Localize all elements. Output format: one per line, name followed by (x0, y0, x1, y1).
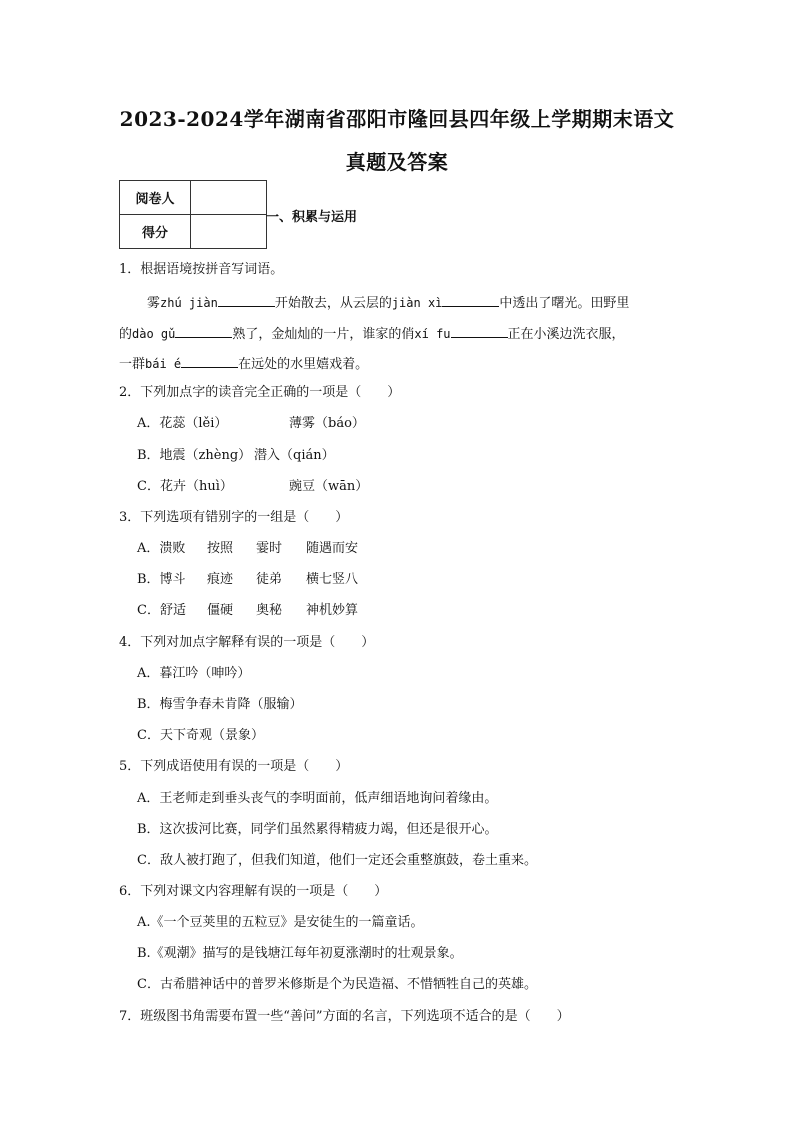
question-4-option-b: B．梅雪争春未肯降（服输） (137, 697, 303, 712)
score-label: 得分 (120, 215, 191, 249)
question-1-line3: 一群bái é 在远处的水里嬉戏着。 (119, 354, 368, 373)
score-table (119, 180, 267, 249)
question-1-line1: 雾zhú jiàn 开始散去，从云层的jiàn xì 中透出了曙光。田野里 (147, 293, 629, 312)
answer-blank[interactable] (451, 324, 508, 338)
question-3-option-a: A．溃败 按照 霎时 随遇而安 (137, 541, 359, 556)
pinyin: zhú jiàn (160, 296, 218, 310)
answer-blank[interactable] (442, 293, 499, 307)
question-2-option-c: C．花卉（huì） 豌豆（wān） (137, 479, 369, 494)
question-3-option-b: B．博斗 痕迹 徒弟 横七竖八 (137, 572, 359, 587)
question-6-option-b: B.《观潮》描写的是钱塘江每年初夏涨潮时的壮观景象。 (137, 946, 463, 961)
answer-blank[interactable] (175, 324, 232, 338)
answer-blank[interactable] (218, 293, 275, 307)
pinyin: dào gǔ (132, 327, 176, 341)
document-title-line1: 2023-2024学年湖南省邵阳市隆回县四年级上学期期末语文 (119, 107, 675, 131)
grader-label: 阅卷人 (120, 181, 191, 215)
pinyin: bái é (145, 357, 182, 371)
document-title-line2: 真题及答案 (345, 150, 449, 174)
question-3-option-c: C．舒适 僵硬 奥秘 神机妙算 (137, 603, 359, 618)
question-4-stem: 4．下列对加点字解释有误的一项是（ ） (119, 635, 375, 650)
question-5-option-c: C．敌人被打跑了，但我们知道，他们一定还会重整旗鼓，卷土重来。 (137, 853, 537, 868)
question-2-option-a: A．花蕊（lěi） 薄雾（báo） (137, 416, 365, 431)
question-5-stem: 5．下列成语使用有误的一项是（ ） (119, 759, 349, 774)
question-2-option-b: B．地震（zhèng） 潜入（qián） (137, 448, 335, 463)
question-6-option-a: A.《一个豆荚里的五粒豆》是安徒生的一篇童话。 (137, 915, 424, 930)
section-heading: 一、积累与运用 (266, 210, 358, 225)
question-1-stem: 1．根据语境按拼音写词语。 (119, 262, 284, 277)
question-4-option-c: C．天下奇观（景象） (137, 728, 264, 743)
question-5-option-b: B．这次拔河比赛，同学们虽然累得精疲力竭，但还是很开心。 (137, 822, 498, 837)
question-4-option-a: A．暮江吟（呻吟） (137, 666, 251, 681)
grader-cell (191, 181, 267, 215)
question-5-option-a: A．王老师走到垂头丧气的李明面前，低声细语地询问着缘由。 (137, 791, 498, 806)
score-cell (191, 215, 267, 249)
question-7-stem: 7．班级图书角需要布置一些“善问”方面的名言，下列选项不适合的是（ ） (119, 1009, 570, 1024)
pinyin: xí fu (414, 327, 451, 341)
question-3-stem: 3．下列选项有错别字的一组是（ ） (119, 510, 349, 525)
question-1-line2: 的dào gǔ 熟了，金灿灿的一片，谁家的俏xí fu 正在小溪边洗衣服， (119, 324, 625, 343)
question-6-stem: 6．下列对课文内容理解有误的一项是（ ） (119, 884, 388, 899)
question-2-stem: 2．下列加点字的读音完全正确的一项是（ ） (119, 385, 401, 400)
pinyin: jiàn xì (391, 296, 443, 310)
question-6-option-c: C．古希腊神话中的普罗米修斯是个为民造福、不惜牺牲自己的英雄。 (137, 977, 537, 992)
answer-blank[interactable] (181, 354, 238, 368)
